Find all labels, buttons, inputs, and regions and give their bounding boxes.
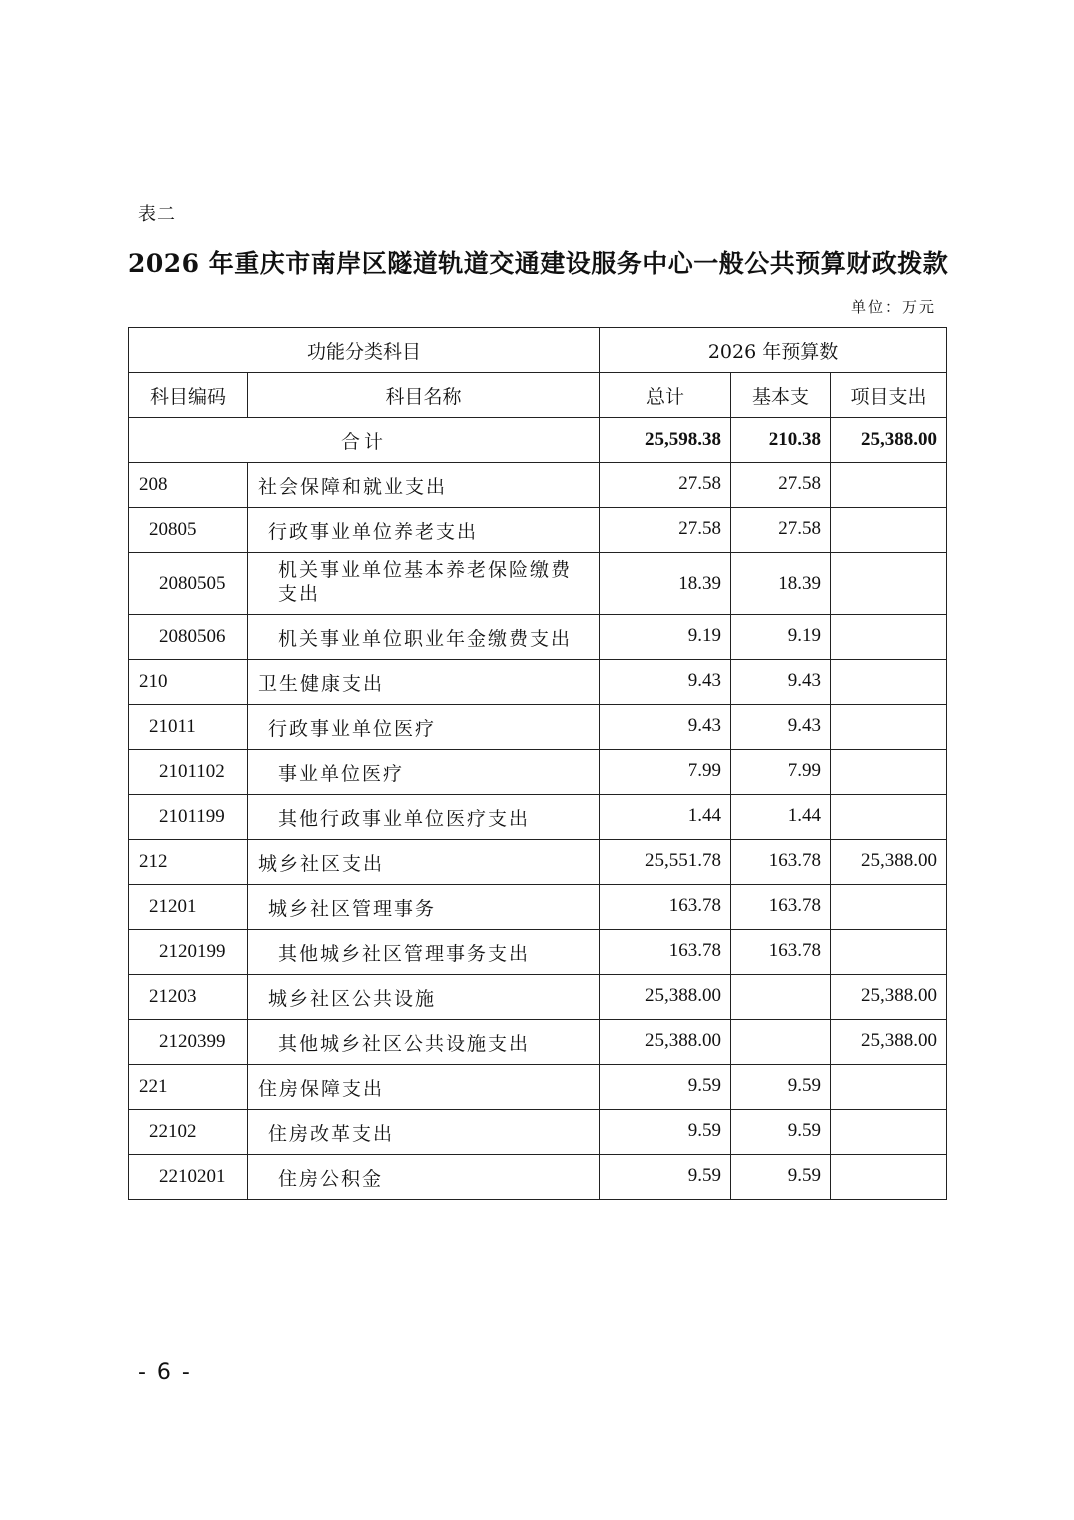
row-code: 2120199: [129, 930, 248, 975]
row-name: 城乡社区管理事务: [248, 885, 600, 930]
row-name: 城乡社区公共设施: [248, 975, 600, 1020]
row-project: 25,388.00: [831, 975, 947, 1020]
row-project: [831, 885, 947, 930]
totals-total: 25,598.38: [600, 418, 731, 463]
row-basic: 7.99: [731, 750, 831, 795]
table-row: [129, 553, 947, 615]
table-row: [129, 1155, 947, 1200]
header-basic: 基本支: [731, 373, 831, 418]
table-row: [129, 508, 947, 553]
row-code: 221: [129, 1065, 248, 1110]
row-code: 2101102: [129, 750, 248, 795]
unit-note: 单位：万元: [850, 298, 936, 316]
row-total: 9.43: [600, 705, 731, 750]
row-name: 行政事业单位养老支出: [248, 508, 600, 553]
row-code: 20805: [129, 508, 248, 553]
row-basic: 1.44: [731, 795, 831, 840]
row-code: 2080505: [129, 553, 248, 615]
table-row: [129, 840, 947, 885]
row-basic: 9.19: [731, 615, 831, 660]
header-name: 科目名称: [248, 373, 600, 418]
row-name: 城乡社区支出: [248, 840, 600, 885]
row-name: 行政事业单位医疗: [248, 705, 600, 750]
row-code: 210: [129, 660, 248, 705]
row-basic: 163.78: [731, 840, 831, 885]
row-code: 2101199: [129, 795, 248, 840]
row-project: [831, 508, 947, 553]
row-project: [831, 1110, 947, 1155]
row-total: 25,388.00: [600, 975, 731, 1020]
header-project: 项目支出: [831, 373, 947, 418]
header-row-top: [129, 328, 947, 373]
row-project: [831, 553, 947, 615]
row-total: 1.44: [600, 795, 731, 840]
row-total: 25,551.78: [600, 840, 731, 885]
row-basic: 9.43: [731, 705, 831, 750]
row-name: 机关事业单位职业年金缴费支出: [248, 615, 600, 660]
row-basic: [731, 975, 831, 1020]
row-name: 社会保障和就业支出: [248, 463, 600, 508]
totals-basic: 210.38: [731, 418, 831, 463]
row-total: 9.43: [600, 660, 731, 705]
row-total: 27.58: [600, 508, 731, 553]
row-basic: [731, 1020, 831, 1065]
row-total: 9.59: [600, 1155, 731, 1200]
row-project: [831, 660, 947, 705]
header-row-columns: [129, 373, 947, 418]
row-project: [831, 1065, 947, 1110]
table-row: [129, 930, 947, 975]
table-row: [129, 975, 947, 1020]
document-title: 2026 年重庆市南岸区隧道轨道交通建设服务中心一般公共预算财政拨款: [128, 249, 949, 278]
row-name: 住房改革支出: [248, 1110, 600, 1155]
budget-table: [128, 327, 947, 1200]
row-code: 2080506: [129, 615, 248, 660]
row-code: 212: [129, 840, 248, 885]
header-budget-2026: 2026 年预算数: [600, 328, 947, 373]
row-basic: 27.58: [731, 463, 831, 508]
row-total: 25,388.00: [600, 1020, 731, 1065]
row-total: 18.39: [600, 553, 731, 615]
row-code: 2210201: [129, 1155, 248, 1200]
row-name: 住房公积金: [248, 1155, 600, 1200]
row-basic: 9.43: [731, 660, 831, 705]
table-row: [129, 463, 947, 508]
row-name: 机关事业单位基本养老保险缴费支出: [248, 553, 600, 615]
row-project: 25,388.00: [831, 840, 947, 885]
table-row: [129, 795, 947, 840]
row-project: [831, 463, 947, 508]
row-code: 21201: [129, 885, 248, 930]
row-basic: 163.78: [731, 885, 831, 930]
row-project: [831, 795, 947, 840]
row-code: 208: [129, 463, 248, 508]
table-row: [129, 750, 947, 795]
table-label: 表二: [138, 204, 176, 225]
header-functional-category: 功能分类科目: [129, 328, 600, 373]
table-row: [129, 615, 947, 660]
row-total: 163.78: [600, 930, 731, 975]
table-row: [129, 1110, 947, 1155]
row-project: [831, 705, 947, 750]
row-name: 其他行政事业单位医疗支出: [248, 795, 600, 840]
row-code: 21203: [129, 975, 248, 1020]
row-project: 25,388.00: [831, 1020, 947, 1065]
row-project: [831, 750, 947, 795]
row-basic: 9.59: [731, 1110, 831, 1155]
table-row: [129, 1020, 947, 1065]
row-total: 9.59: [600, 1110, 731, 1155]
table-row: [129, 660, 947, 705]
row-name: 卫生健康支出: [248, 660, 600, 705]
row-project: [831, 1155, 947, 1200]
header-total: 总计: [600, 373, 731, 418]
row-total: 9.19: [600, 615, 731, 660]
table-row: [129, 885, 947, 930]
header-code: 科目编码: [129, 373, 248, 418]
row-basic: 163.78: [731, 930, 831, 975]
row-code: 2120399: [129, 1020, 248, 1065]
row-project: [831, 615, 947, 660]
row-basic: 18.39: [731, 553, 831, 615]
row-basic: 27.58: [731, 508, 831, 553]
row-total: 9.59: [600, 1065, 731, 1110]
row-basic: 9.59: [731, 1155, 831, 1200]
row-code: 22102: [129, 1110, 248, 1155]
table-row: [129, 1065, 947, 1110]
row-name: 事业单位医疗: [248, 750, 600, 795]
page-number: - 6 -: [138, 1360, 192, 1385]
row-code: 21011: [129, 705, 248, 750]
totals-project: 25,388.00: [831, 418, 947, 463]
row-name: 其他城乡社区公共设施支出: [248, 1020, 600, 1065]
table-row: [129, 705, 947, 750]
row-total: 27.58: [600, 463, 731, 508]
row-name: 住房保障支出: [248, 1065, 600, 1110]
totals-label: 合计: [129, 418, 600, 463]
row-name: 其他城乡社区管理事务支出: [248, 930, 600, 975]
row-basic: 9.59: [731, 1065, 831, 1110]
row-total: 163.78: [600, 885, 731, 930]
row-total: 7.99: [600, 750, 731, 795]
totals-row: [129, 418, 947, 463]
row-project: [831, 930, 947, 975]
